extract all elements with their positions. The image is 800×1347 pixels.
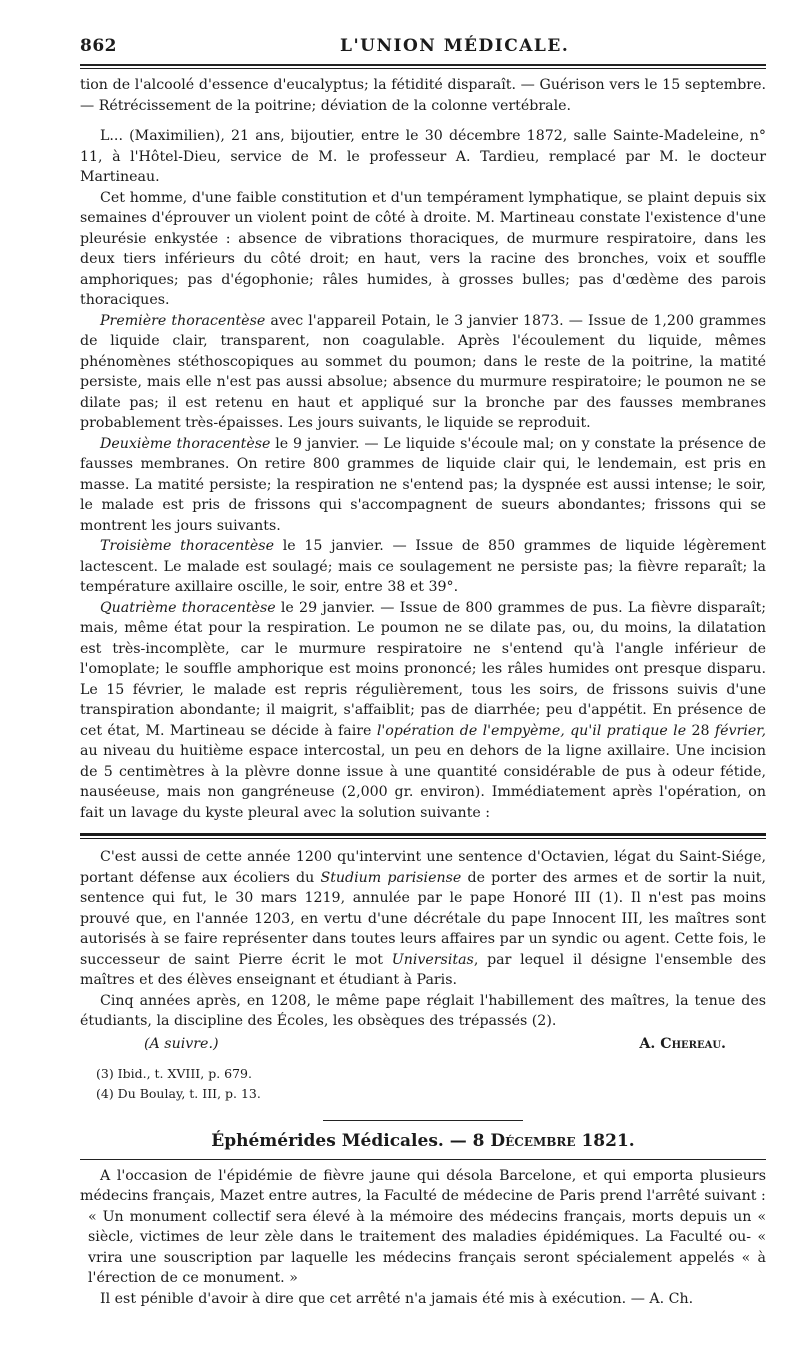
footnotes xyxy=(80,1064,766,1104)
footnote-3: (3) Ibid., t. XVIII, p. 679. xyxy=(96,1065,252,1081)
first-thoracentesis-paragraph: Première thoracentèse avec l'appareil Potain, le 3 janvier 1873. — Issue de 1,200 grammes de liquide clair, transparent, non coagulable. Après l'écoulement du liquide, mêmes phénomènes stéthoscopiques au sommet du poumon; dans le reste de la poitrine, la matité persiste, mais elle n'est pas aussi absolue; absence du murmure respiratoire; le poumon ne se dilate pas; il est retenu en haut et appliqué sur la bronche par des fausses membranes probablement très-épaisses. Les jours suivants, le liquide se reproduit. xyxy=(80,312,766,431)
second-thoracentesis-paragraph: Deuxième thoracentèse le 9 janvier. — Le liquide s'écoule mal; on y constate la présence de fausses membranes. On retire 800 grammes de liquide clair qui, le lendemain, est pris en masse. La matité persiste; la respiration ne s'entend pas; la dyspnée est aussi intense; le soir, le malade est pris de frissons qui s'accompagnent de sueurs abondantes; frissons qui se montrent les jours suivants. xyxy=(80,435,767,534)
footnote-4: (4) Du Boulay, t. III, p. 13. xyxy=(96,1085,261,1101)
fourth-thoracentesis-paragraph: Quatrième thoracentèse le 29 janvier. — Issue de 800 grammes de pus. La fièvre disparaît; mais, même état pour la respiration. Le poumon ne se dilate pas, ou, du moins, la dilatation est très-incomplète, car le murmure respiratoire ne s'entend qu'à l'angle inférieur de l'omoplate; le souffle amphorique est moins prononcé; les râles humides ont presque disparu. Le 15 février, le malade est repris régulièrement, tous les soirs, de frissons suivis d'une transpiration abondante; il maigrit, s'affaiblit; pas de diarrhée; peu d'appétit. En présence de cet état, M. Martineau se décide à faire l'opération de l'empyème, qu'il pratique le 28 février, au niveau du huitième espace intercostal, un peu en dehors de la ligne axillaire. Une incision de 5 centimètres à la plèvre donne issue à une quantité considérable de pus à odeur fétide, nauséeuse, mais non gangréneuse (2,000 gr. environ). Immédiatement après l'opération, on fait un lavage du kyste pleural avec la solution suivante : xyxy=(80,599,767,821)
short-rule xyxy=(323,1120,523,1121)
continuation-paragraph: tion de l'alcoolé d'essence d'eucalyptus; la fétidité disparaît. — Guérison vers le 15 septembre. — Rétrécissement de la poitrine; déviation de la colonne vertébrale. xyxy=(80,77,766,114)
history-section xyxy=(80,847,766,1056)
page-number: 862 xyxy=(80,36,117,56)
first-thoracentesis-lead: Première thoracentèse xyxy=(100,312,266,329)
ephemerides-rule xyxy=(80,1159,766,1160)
author-signature: A. Chereau. xyxy=(639,1035,726,1052)
ephemerides-paragraph-2: Il est pénible d'avoir à dire que cet arrêté n'a jamais été mis à exécution. — A. Ch. xyxy=(100,1290,694,1307)
ephemerides-title: Éphémérides Médicales. xyxy=(211,1130,444,1151)
journal-title: L'UNION MÉDICALE. xyxy=(340,36,570,56)
ephemerides-paragraph-1: A l'occasion de l'épidémie de fièvre jaune qui désola Barcelone, et qui emporta plusieurs médecins français, Mazet entre autres, la Faculté de médecine de Paris prend l'arrêté suivant : xyxy=(80,1167,766,1204)
ephemerides-date: — 8 Décembre 1821. xyxy=(443,1130,635,1151)
ephemerides-section xyxy=(80,1166,766,1310)
case-intro-paragraph: L... (Maximilien), 21 ans, bijoutier, entre le 30 décembre 1872, salle Sainte-Madeleine, n° 11, à l'Hôtel-Dieu, service de M. le professeur A. Tardieu, remplacé par M. le docteur Martineau. xyxy=(80,128,766,185)
ephemerides-quote: « Un monument collectif sera élevé à la mémoire des médecins français, morts depuis un « siècle, victimes de leur zèle dans le traitement des maladies épidémiques. La Faculté ou- « vrira une souscription par laquelle les médecins français seront spécialement appelés « à l'érection de ce monument. » xyxy=(88,1208,766,1286)
ephemerides-heading xyxy=(80,1129,766,1153)
history-paragraph-1: C'est aussi de cette année 1200 qu'intervint une sentence d'Octavien, légat du Saint-Siége, portant défense aux écoliers du Studium parisiense de porter des armes et de sortir la nuit, sentence qui fut, le 30 mars 1219, annulée par le pape Honoré III (1). Il n'est pas moins prouvé que, en l'année 1203, en vertu d'une décrétale du pape Innocent III, les maîtres sont autorisés à se faire représenter dans toutes leurs affaires par un syndic ou agent. Cette fois, le successeur de saint Pierre écrit le mot Universitas, par lequel il désigne l'ensemble des maîtres et des élèves enseignant et étudiant à Paris. xyxy=(80,849,767,988)
a-suivre: (A suivre.) xyxy=(144,1035,219,1052)
fourth-thoracentesis-lead: Quatrième thoracentèse xyxy=(100,599,276,616)
observation-section xyxy=(80,75,766,823)
header-rule xyxy=(80,64,766,69)
running-header xyxy=(80,30,766,60)
symptoms-paragraph: Cet homme, d'une faible constitution et d'un tempérament lymphatique, se plaint depuis six semaines d'éprouver un violent point de côté à droite. M. Martineau constate l'existence d'une pleurésie enkystée : absence de vibrations thoraciques, de murmure respiratoire, dans les deux tiers inférieurs du côté droit; en haut, vers la racine des bronches, voix et souffle amphoriques; pas d'égophonie; râles humides, à grosses bulles; pas d'œdème des parois thoraciques. xyxy=(80,189,766,308)
second-thoracentesis-lead: Deuxième thoracentèse xyxy=(100,435,271,452)
signature-line xyxy=(80,1034,766,1056)
third-thoracentesis-lead: Troisième thoracentèse xyxy=(100,538,274,554)
third-thoracentesis-paragraph: Troisième thoracentèse le 15 janvier. — Issue de 850 grammes de liquide légèrement lactescent. Le malade est soulagé; mais ce soulagement ne persiste pas; la fièvre reparaît; la température axillaire oscille, le soir, entre 38 et 39°. xyxy=(80,538,766,595)
section-separator xyxy=(80,833,766,839)
history-paragraph-2: Cinq années après, en 1208, le même pape réglait l'habillement des maîtres, la tenue des étudiants, la discipline des Écoles, les obsèques des trépassés (2). xyxy=(80,992,766,1029)
